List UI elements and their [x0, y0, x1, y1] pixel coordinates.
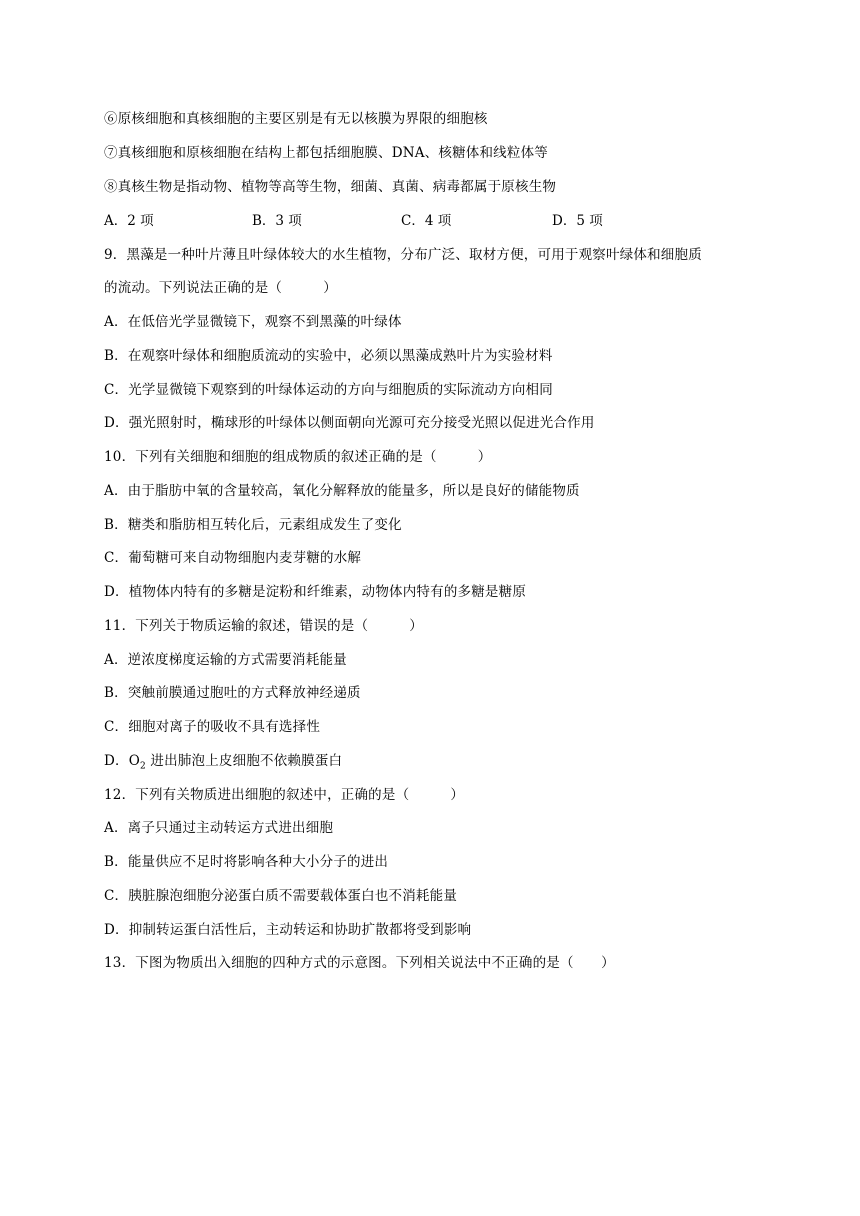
option-a: A．逆浓度梯度运输的方式需要消耗能量 [104, 652, 347, 668]
question-stem: 11．下列关于物质运输的叙述，错误的是（ ） [104, 618, 423, 634]
option-b: B．突触前膜通过胞吐的方式释放神经递质 [104, 685, 361, 701]
option-b: B．在观察叶绿体和细胞质流动的实验中，必须以黑藻成熟叶片为实验材料 [104, 348, 553, 364]
option-d-text: 进出肺泡上皮细胞不依赖膜蛋白 [145, 753, 343, 769]
option-a: A．2 项 [104, 213, 154, 229]
option-c: C．胰脏腺泡细胞分泌蛋白质不需要载体蛋白也不消耗能量 [104, 888, 458, 904]
option-c: C．光学显微镜下观察到的叶绿体运动的方向与细胞质的实际流动方向相同 [104, 382, 553, 398]
statement-6: ⑥原核细胞和真核细胞的主要区别是有无以核膜为界限的细胞核 [104, 111, 488, 127]
option-a: A．在低倍光学显微镜下，观察不到黑藻的叶绿体 [104, 314, 402, 330]
option-a: A．由于脂肪中氧的含量较高，氧化分解释放的能量多，所以是良好的储能物质 [104, 483, 580, 499]
subscript-2: 2 [140, 761, 146, 772]
statement-7: ⑦真核细胞和原核细胞在结构上都包括细胞膜、DNA、核糖体和线粒体等 [104, 145, 548, 161]
question-stem: 13．下图为物质出入细胞的四种方式的示意图。下列相关说法中不正确的是（ ） [104, 955, 615, 971]
option-c: C．4 项 [401, 213, 452, 229]
option-c: C．葡萄糖可来自动物细胞内麦芽糖的水解 [104, 550, 362, 566]
option-d: D．强光照射时，椭球形的叶绿体以侧面朝向光源可充分接受光照以促进光合作用 [104, 415, 595, 431]
question-stem: 12．下列有关物质进出细胞的叙述中，正确的是（ ） [104, 787, 465, 803]
option-b: B．3 项 [252, 213, 302, 229]
option-d: D．5 项 [552, 213, 603, 229]
question-stem: 10．下列有关细胞和细胞的组成物质的叙述正确的是（ ） [104, 449, 492, 465]
question-stem-cont: 的流动。下列说法正确的是（ ） [104, 280, 337, 296]
statement-8: ⑧真核生物是指动物、植物等高等生物，细菌、真菌、病毒都属于原核生物 [104, 179, 557, 195]
option-d: D．抑制转运蛋白活性后，主动转运和协助扩散都将受到影响 [104, 922, 472, 938]
option-d-prefix: D．O [104, 753, 140, 769]
option-d: D．植物体内特有的多糖是淀粉和纤维素，动物体内特有的多糖是糖原 [104, 584, 527, 600]
option-c: C．细胞对离子的吸收不具有选择性 [104, 719, 321, 735]
option-d [104, 751, 342, 777]
question-stem: 9．黑藻是一种叶片薄且叶绿体较大的水生植物，分布广泛、取材方便，可用于观察叶绿体和细胞质 [104, 247, 702, 263]
option-b: B．糖类和脂肪相互转化后，元素组成发生了变化 [104, 517, 402, 533]
option-b: B．能量供应不足时将影响各种大小分子的进出 [104, 854, 389, 870]
option-a: A．离子只通过主动转运方式进出细胞 [104, 820, 334, 836]
